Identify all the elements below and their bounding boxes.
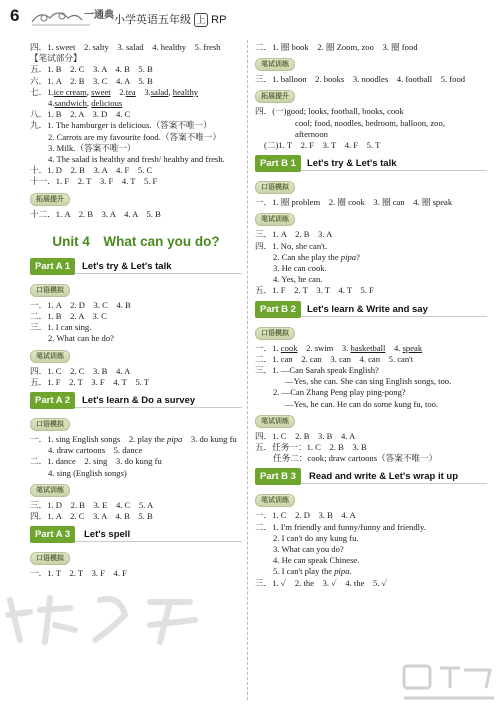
answer-line: 五．1. F 2. T 3. T 4. T 5. F [255, 285, 374, 296]
answer-line: 十一．1. F 2. T 3. F 4. T 5. F [30, 176, 158, 187]
book-title [114, 11, 226, 27]
answer-line: 二．1. I'm friendly and funny/funny and friendly. [255, 521, 426, 532]
part-title: Let's spell [84, 529, 131, 541]
part-title: Let's learn & Write and say [307, 303, 428, 315]
answer-text: 5. I can't play the [273, 566, 333, 577]
answer-line: 一．1. C 2. D 3. B 4. A [255, 510, 356, 521]
answer-line: 4. The salad is healthy and fresh/ healthy and fresh. [48, 154, 225, 165]
answer-line: 八．1. B 2. A 3. D 4. C [30, 109, 131, 120]
section-tag: 拓展提升 [255, 90, 295, 103]
answer-line: 3. He can cook. [273, 263, 327, 274]
answer-text: 2. swim 3. [297, 342, 349, 353]
answer-text: , [86, 86, 92, 97]
answer-line: 三．1. D 2. B 3. E 4. C 5. A [30, 499, 154, 510]
right-column [255, 42, 487, 589]
answer-line: 一．1. T 2. T 3. F 4. F [30, 568, 127, 579]
section-tag: 口语模拟 [255, 181, 295, 194]
answer-line: 四．(一)good; looks, football, books, cook [255, 106, 404, 117]
part-header-a3 [30, 526, 242, 543]
part-header-a1 [30, 258, 242, 275]
answer-line: 四．1. A 2. C 3. A 4. B 5. B [30, 511, 153, 522]
answer-line: 2. —Can Zhang Peng play ping-pong? [273, 387, 406, 398]
answer-line: 三．1. I can sing. [30, 322, 92, 333]
answer-line: 4. He can speak Chinese. [273, 555, 360, 566]
column-divider [247, 40, 248, 700]
answer-line: 2. I can't do any kung fu. [273, 532, 359, 543]
edition-code: RP [211, 14, 227, 26]
answer-text: , [168, 86, 173, 97]
part-label: Part B 3 [255, 468, 301, 485]
section-tag: 笔试训练 [255, 415, 295, 428]
section-tag: 口语模拟 [30, 552, 70, 565]
answer-line: (二)1. T 2. F 3. T 4. F 5. T [264, 140, 381, 151]
answer-line: 十二．1. A 2. B 3. A 4. A 5. B [30, 208, 161, 219]
section-tag: 拓展提升 [30, 193, 70, 206]
answer-text: 2. Can she play the [273, 251, 339, 262]
answer-line: 二．1. dance 2. sing 3. do kung fu [30, 456, 162, 467]
answer-line: 十．1. D 2. B 3. A 4. F 5. C [30, 165, 153, 176]
answer-line: 二．1. 圈 book 2. 圈 Zoom, zoo 3. 圈 food [255, 42, 418, 52]
answer-line: 三．1. balloon 2. books 3. noodles 4. football 5. food [255, 74, 466, 85]
answer-line: 六．1. A 2. B 3. C 4. A 5. B [30, 75, 153, 86]
answer-line: 四．1. C 2. C 3. B 4. A [30, 365, 131, 376]
answer-line: 任务二：cook; draw cartoons（答案不唯一） [273, 453, 438, 464]
part-label: Part B 2 [255, 301, 301, 318]
answer-text: healthy [172, 86, 199, 97]
answer-line: 三．1. A 2. B 3. A [255, 229, 333, 240]
section-note: 【笔试部分】 [30, 53, 82, 64]
section-tag: 笔试训练 [255, 58, 295, 71]
answer-line [255, 252, 487, 263]
answer-line: 五．1. F 2. T 3. F 4. T 5. T [30, 376, 150, 387]
answer-text: 一．1. sing English songs 2. play the [30, 434, 165, 445]
page-number: 6 [10, 6, 20, 25]
answer-text: sandwich [54, 98, 87, 109]
answer-line [30, 434, 242, 445]
section-tag: 笔试训练 [255, 494, 295, 507]
part-header-a2 [30, 392, 242, 409]
answer-line: 四．1. sweet 2. salty 3. salad 4. healthy 5. fresh [30, 42, 221, 52]
answer-line: 4. sing (English songs) [48, 467, 127, 478]
answer-line: afternoon [295, 128, 328, 139]
answer-line: 一．1. A 2. D 3. C 4. B [30, 299, 131, 310]
part-header-b2 [255, 301, 487, 318]
section-tag: 笔试训练 [30, 484, 70, 497]
watermark-brush-icon [0, 590, 200, 650]
section-tag: 笔试训练 [255, 213, 295, 226]
answer-line [255, 343, 487, 354]
part-title: Let's try & Let's talk [307, 158, 397, 170]
answer-text: basketball [350, 342, 386, 353]
answer-text: tea [125, 86, 136, 97]
answer-text: 一．1. [255, 342, 279, 353]
answer-text: 2. [110, 86, 126, 97]
part-title: Let's try & Let's talk [82, 260, 172, 272]
answer-text: , [86, 98, 92, 109]
part-label: Part A 1 [30, 258, 75, 275]
answer-text: 3. do kung fu [182, 434, 237, 445]
answer-line: 4. draw cartoons 5. dance [48, 445, 143, 456]
answer-text: salad [150, 86, 169, 97]
answer-line: 五．1. B 2. C 3. A 4. B 5. B [30, 64, 153, 75]
part-label: Part A 3 [30, 526, 75, 543]
volume-badge: 上 [194, 13, 208, 27]
answer-line [30, 98, 242, 109]
answer-line: 3. Milk.（答案不唯一） [48, 142, 136, 153]
answer-line: —Yes, he can. He can do some kung fu, too. [285, 398, 439, 409]
answer-text: pipa [167, 434, 183, 445]
section-tag: 笔试训练 [30, 350, 70, 363]
answer-line: 2. Carrots are my favourite food.（答案不唯一） [48, 131, 222, 142]
answer-line: —Yes, she can. She can sing English songs, too. [285, 376, 452, 387]
answer-line: 三．1. —Can Sarah speak English? [255, 365, 379, 376]
answer-line: 3. What can you do? [273, 544, 344, 555]
section-tag: 口语模拟 [30, 284, 70, 297]
answer-line: 二．1. B 2. A 3. C [30, 311, 107, 322]
answer-text: pipa [334, 566, 350, 577]
answer-line: 九．1. The hamburger is delicious.（答案不唯一） [30, 120, 212, 131]
answer-text: ice cream [53, 86, 87, 97]
watermark-logo-icon [400, 662, 498, 708]
answer-line: 二．1. can 2. can 3. can 4. can 5. can't [255, 353, 414, 364]
answer-line: 五．任务一：1. C 2. B 3. B [255, 442, 367, 453]
answer-text: 3. [135, 86, 151, 97]
answer-text: pipa [340, 251, 357, 262]
brand-logo-text: 一通典 [84, 10, 114, 21]
answer-text: 4. [48, 98, 55, 109]
answer-line [255, 566, 487, 577]
part-header-b3 [255, 468, 487, 485]
answer-text: speak [402, 342, 423, 353]
part-header-b1 [255, 155, 487, 172]
book-title-text: 小学英语五年级 [114, 14, 191, 26]
left-column [30, 42, 242, 579]
part-label: Part A 2 [30, 392, 75, 409]
part-label: Part B 1 [255, 155, 301, 172]
answer-line [30, 87, 242, 98]
page-header [0, 0, 500, 36]
answer-line: 2. What can he do? [48, 333, 114, 344]
answer-line: 4. Yes, he can. [273, 274, 323, 285]
answer-text: 4. [385, 342, 401, 353]
answer-text: delicious [91, 98, 123, 109]
answer-line: 一．1. 圈 problem 2. 圈 cook 3. 圈 can 4. 圈 speak [255, 197, 453, 208]
answer-text: 七．1. [30, 86, 54, 97]
answer-line: 四．1. No, she can't. [255, 240, 328, 251]
answer-line: cool; food, noodles, bedroom, balloon, zoo, [295, 117, 445, 128]
answer-line: 四．1. C 2. B 3. B 4. A [255, 430, 356, 441]
unit-title: Unit 4 What can you do? [52, 233, 220, 249]
part-title: Read and write & Let's wrap it up [309, 471, 459, 483]
answer-text: sweet [91, 86, 111, 97]
answer-line: 三．1. ✓ 2. the 3. ✓ 4. the 5. ✓ [255, 577, 388, 588]
answer-text: cook [280, 342, 298, 353]
answer-text: ? [356, 251, 360, 262]
section-tag: 口语模拟 [255, 327, 295, 340]
answer-text: . [349, 566, 352, 577]
section-tag: 口语模拟 [30, 418, 70, 431]
part-title: Let's learn & Do a survey [82, 395, 196, 407]
